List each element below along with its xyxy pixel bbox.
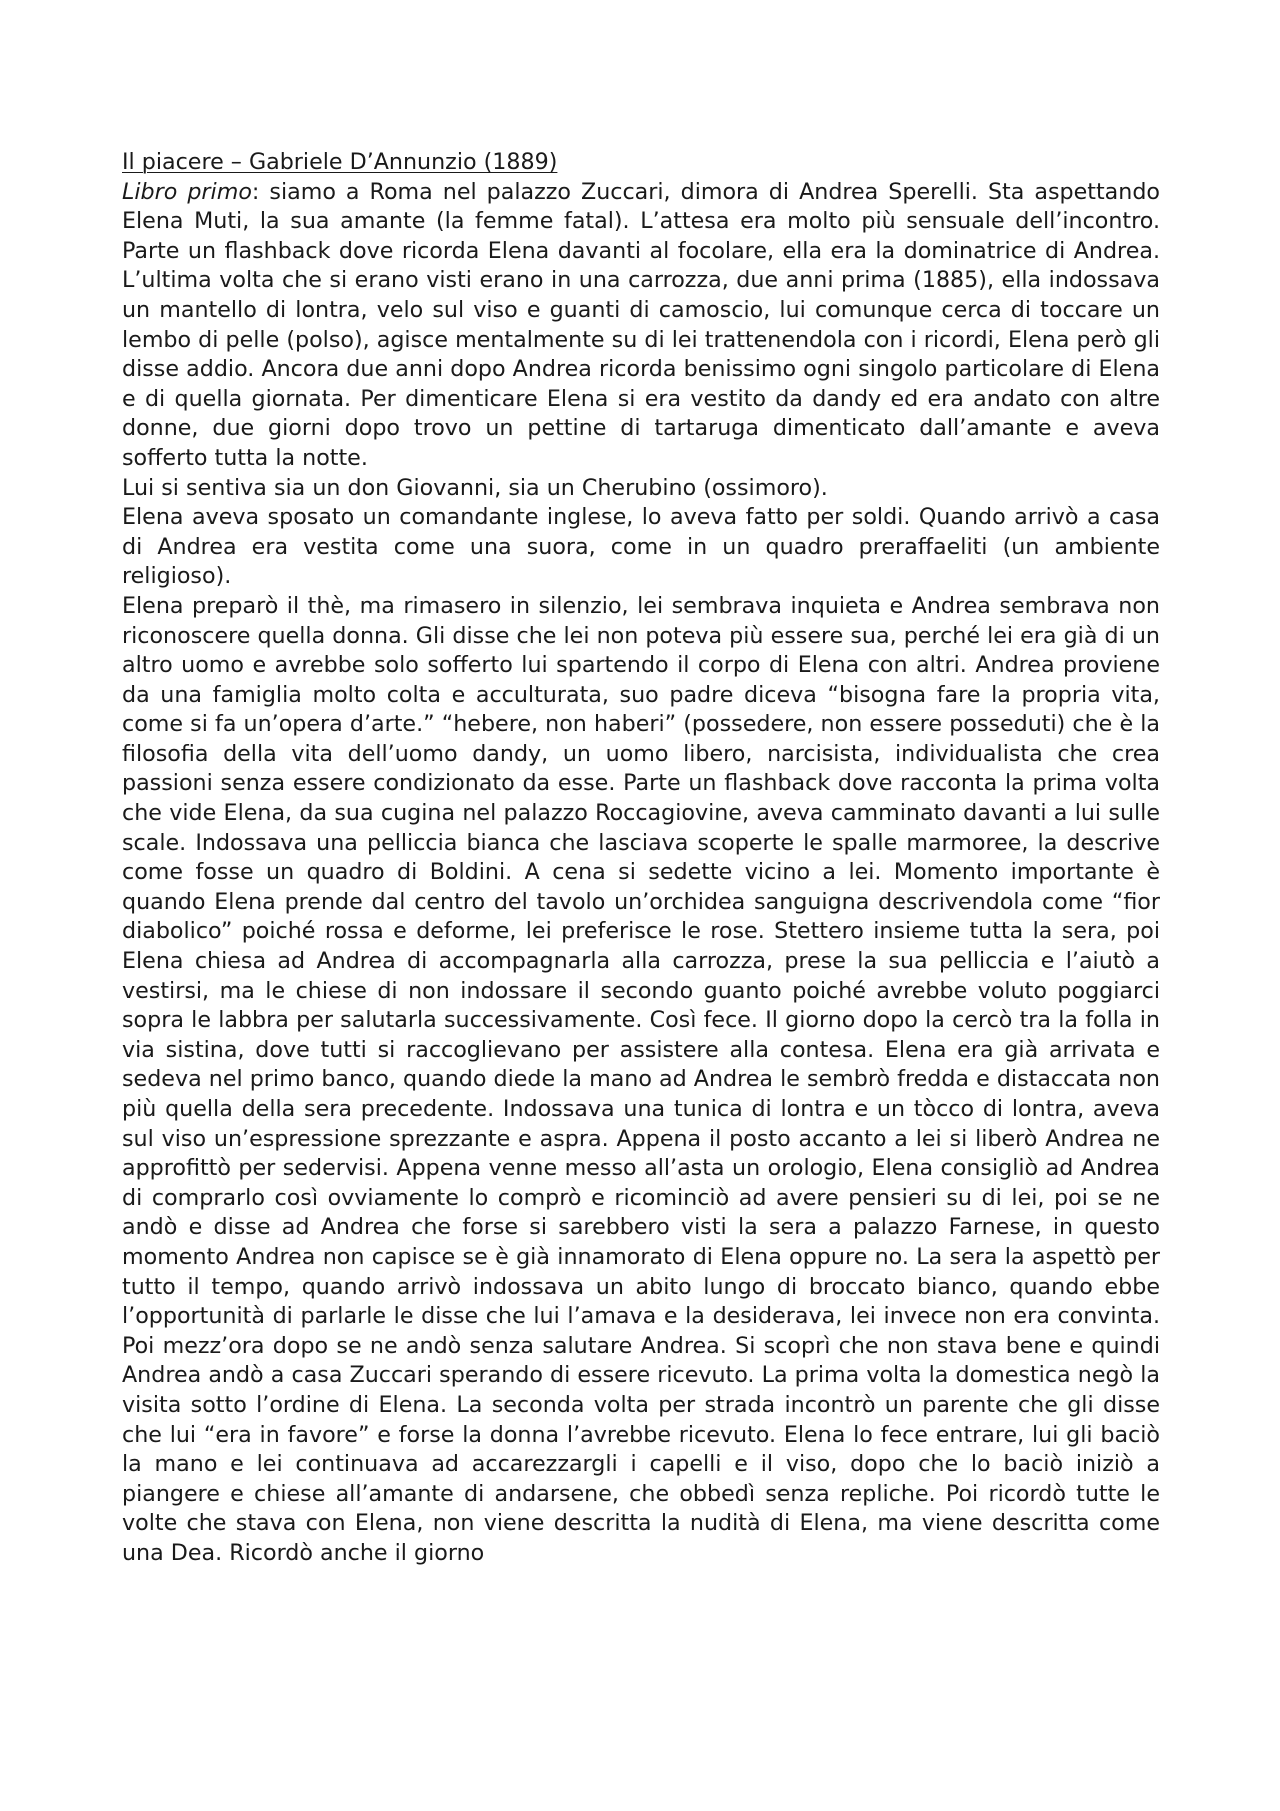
intro-label: Libro primo xyxy=(122,178,252,205)
paragraph: Elena aveva sposato un comandante inglese, lo aveva fatto per soldi. Quando arrivò a casa di Andrea era vestita come una suora, come in un quadro preraffaeliti (un ambiente religioso). xyxy=(122,504,1160,590)
paragraph-intro xyxy=(122,178,1160,474)
document-title: Il piacere – Gabriele D’Annunzio (1889) xyxy=(122,149,558,175)
paragraph-intro-text: : siamo a Roma nel palazzo Zuccari, dimora di Andrea Sperelli. Sta aspettando Elena Muti, la sua amante (la femme fatal). L’attesa era molto più sensuale dell’incontro. Parte un flashback dove ricorda Elena davanti al focolare, ella era la dominatrice di Andrea. L’ultima volta che si erano visti erano in una carrozza, due anni prima (1885), ella indossava un mantello di lontra, velo sul viso e guanti di camoscio, lui comunque cerca di toccare un lembo di pelle (polso), agisce mentalmente su di lei trattenendola con i ricordi, Elena però gli disse addio. Ancora due anni dopo Andrea ricorda benissimo ogni singolo particolare di Elena e di quella giornata. Per dimenticare Elena si era vestito da dandy ed era andato con altre donne, due giorni dopo trovo un pettine di tartaruga dimenticato dall’amante e aveva sofferto tutta la notte. xyxy=(122,178,1160,471)
document-page xyxy=(122,148,1160,1569)
paragraph: Lui si sentiva sia un don Giovanni, sia un Cherubino (ossimoro). xyxy=(122,474,828,501)
paragraph: Elena preparò il thè, ma rimasero in silenzio, lei sembrava inquieta e Andrea sembrava non riconoscere quella donna. Gli disse che lei non poteva più essere sua, perché lei era già di un altro uomo e avrebbe solo sofferto lui spartendo il corpo di Elena con altri. Andrea proviene da una famiglia molto colta e acculturata, suo padre diceva “bisogna fare la propria vita, come si fa un’opera d’arte.” “hebere, non haberi” (possedere, non essere posseduti) che è la filosofia della vita dell’uomo dandy, un uomo libero, narcisista, individualista che crea passioni senza essere condizionato da esse. Parte un flashback dove racconta la prima volta che vide Elena, da sua cugina nel palazzo Roccagiovine, aveva camminato davanti a lui sulle scale. Indossava una pelliccia bianca che lasciava scoperte le spalle marmoree, la descrive come fosse un quadro di Boldini. A cena si sedette vicino a lei. Momento importante è quando Elena prende dal centro del tavolo un’orchidea sanguigna descrivendola come “fior diabolico” poiché rossa e deforme, lei preferisce le rose. Stettero insieme tutta la sera, poi Elena chiesa ad Andrea di accompagnarla alla carrozza, prese la sua pelliccia e l’aiutò a vestirsi, ma le chiese di non indossare il secondo guanto poiché avrebbe voluto poggiarci sopra le labbra per salutarla successivamente. Così fece. Il giorno dopo la cercò tra la folla in via sistina, dove tutti si raccoglievano per assistere alla contesa. Elena era già arrivata e sedeva nel primo banco, quando diede la mano ad Andrea le sembrò fredda e distaccata non più quella della sera precedente. Indossava una tunica di lontra e un tòcco di lontra, aveva sul viso un’espressione sprezzante e aspra. Appena il posto accanto a lei si liberò Andrea ne approfittò per sedervisi. Appena venne messo all’asta un orologio, Elena consigliò ad Andrea di comprarlo così ovviamente lo comprò e ricominciò ad avere pensieri su di lei, poi se ne andò e disse ad Andrea che forse si sarebbero visti la sera a palazzo Farnese, in questo momento Andrea non capisce se è già innamorato di Elena oppure no. La sera la aspettò per tutto il tempo, quando arrivò indossava un abito lungo di broccato bianco, quando ebbe l’opportunità di parlarle le disse che lui l’amava e la desiderava, lei invece non era convinta. Poi mezz’ora dopo se ne andò senza salutare Andrea. Si scoprì che non stava bene e quindi Andrea andò a casa Zuccari sperando di essere ricevuto. La prima volta la domestica negò la visita sotto l’ordine di Elena. La seconda volta per strada incontrò un parente che gli disse che lui “era in favore” e forse la donna l’avrebbe ricevuto. Elena lo fece entrare, lui gli baciò la mano e lei continuava ad accarezzargli i capelli e il viso, dopo che lo baciò iniziò a piangere e chiese all’amante di andarsene, che obbedì senza repliche. Poi ricordò tutte le volte che stava con Elena, non viene descritta la nudità di Elena, ma viene descritta come una Dea. Ricordò anche il giorno xyxy=(122,592,1160,1566)
